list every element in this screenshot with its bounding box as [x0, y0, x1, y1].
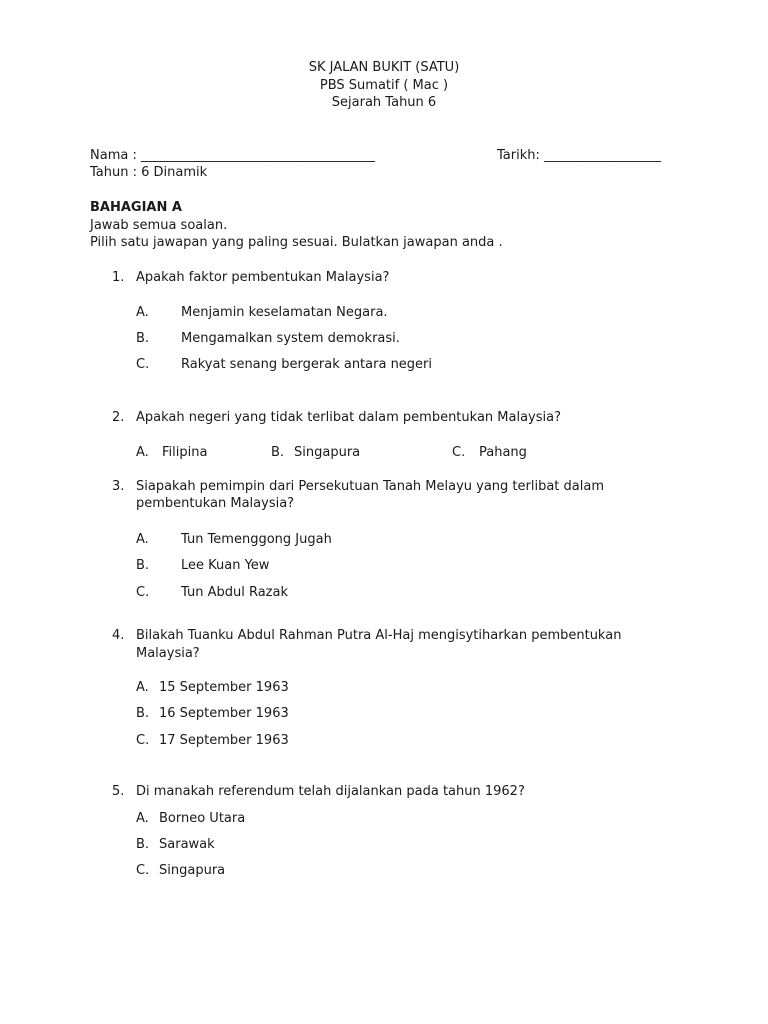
tahun-field: Tahun : 6 Dinamik: [90, 165, 208, 180]
option-text[interactable]: 15 September 1963: [159, 680, 289, 695]
option-letter[interactable]: B.: [271, 445, 285, 460]
option-letter[interactable]: B.: [136, 706, 150, 721]
instruction-1: Jawab semua soalan.: [90, 218, 228, 233]
subject-title: Sejarah Tahun 6: [331, 95, 437, 110]
option-text[interactable]: 17 September 1963: [159, 733, 289, 748]
option-letter[interactable]: A.: [136, 811, 149, 826]
option-letter[interactable]: C.: [136, 863, 150, 878]
option-letter[interactable]: A.: [136, 445, 149, 460]
question-number: 5.: [112, 784, 125, 799]
option-text[interactable]: Singapura: [159, 863, 226, 878]
option-letter[interactable]: A.: [136, 305, 149, 320]
option-text[interactable]: 16 September 1963: [159, 706, 289, 721]
tarikh-field: Tarikh: __________________: [497, 148, 661, 163]
option-text[interactable]: Tun Temenggong Jugah: [181, 532, 332, 547]
option-letter[interactable]: C.: [136, 733, 150, 748]
question-number: 3.: [112, 479, 125, 494]
option-text[interactable]: Lee Kuan Yew: [181, 558, 270, 573]
question-text: pembentukan Malaysia?: [136, 496, 295, 511]
option-letter[interactable]: B.: [136, 558, 150, 573]
school-name: SK JALAN BUKIT (SATU): [308, 60, 460, 75]
option-text[interactable]: Pahang: [479, 445, 527, 460]
section-title: BAHAGIAN A: [90, 200, 182, 215]
question-text: Bilakah Tuanku Abdul Rahman Putra Al-Haj mengisytiharkan pembentukan: [136, 628, 622, 643]
option-text[interactable]: Menjamin keselamatan Negara.: [181, 305, 388, 320]
option-text[interactable]: Sarawak: [159, 837, 215, 852]
option-letter[interactable]: A.: [136, 680, 149, 695]
question-text: Apakah faktor pembentukan Malaysia?: [136, 270, 390, 285]
option-letter[interactable]: C.: [452, 445, 466, 460]
option-letter[interactable]: B.: [136, 331, 150, 346]
question-text: Di manakah referendum telah dijalankan pada tahun 1962?: [136, 784, 525, 799]
option-text[interactable]: Singapura: [294, 445, 361, 460]
option-text[interactable]: Filipina: [162, 445, 208, 460]
option-text[interactable]: Borneo Utara: [159, 811, 246, 826]
question-text: Malaysia?: [136, 646, 200, 661]
option-letter[interactable]: C.: [136, 357, 150, 372]
question-text: Apakah negeri yang tidak terlibat dalam pembentukan Malaysia?: [136, 410, 561, 425]
option-text[interactable]: Mengamalkan system demokrasi.: [181, 331, 400, 346]
option-text[interactable]: Rakyat senang bergerak antara negeri: [181, 357, 433, 372]
option-letter[interactable]: A.: [136, 532, 149, 547]
instruction-2: Pilih satu jawapan yang paling sesuai. Bulatkan jawapan anda .: [90, 235, 503, 250]
question-number: 1.: [112, 270, 125, 285]
nama-field: Nama : ____________________________________: [90, 148, 375, 163]
option-letter[interactable]: B.: [136, 837, 150, 852]
option-letter[interactable]: C.: [136, 585, 150, 600]
question-text: Siapakah pemimpin dari Persekutuan Tanah Melayu yang terlibat dalam: [136, 479, 604, 494]
option-text[interactable]: Tun Abdul Razak: [181, 585, 288, 600]
question-number: 4.: [112, 628, 125, 643]
exam-title: PBS Sumatif ( Mac ): [319, 78, 449, 93]
question-number: 2.: [112, 410, 125, 425]
